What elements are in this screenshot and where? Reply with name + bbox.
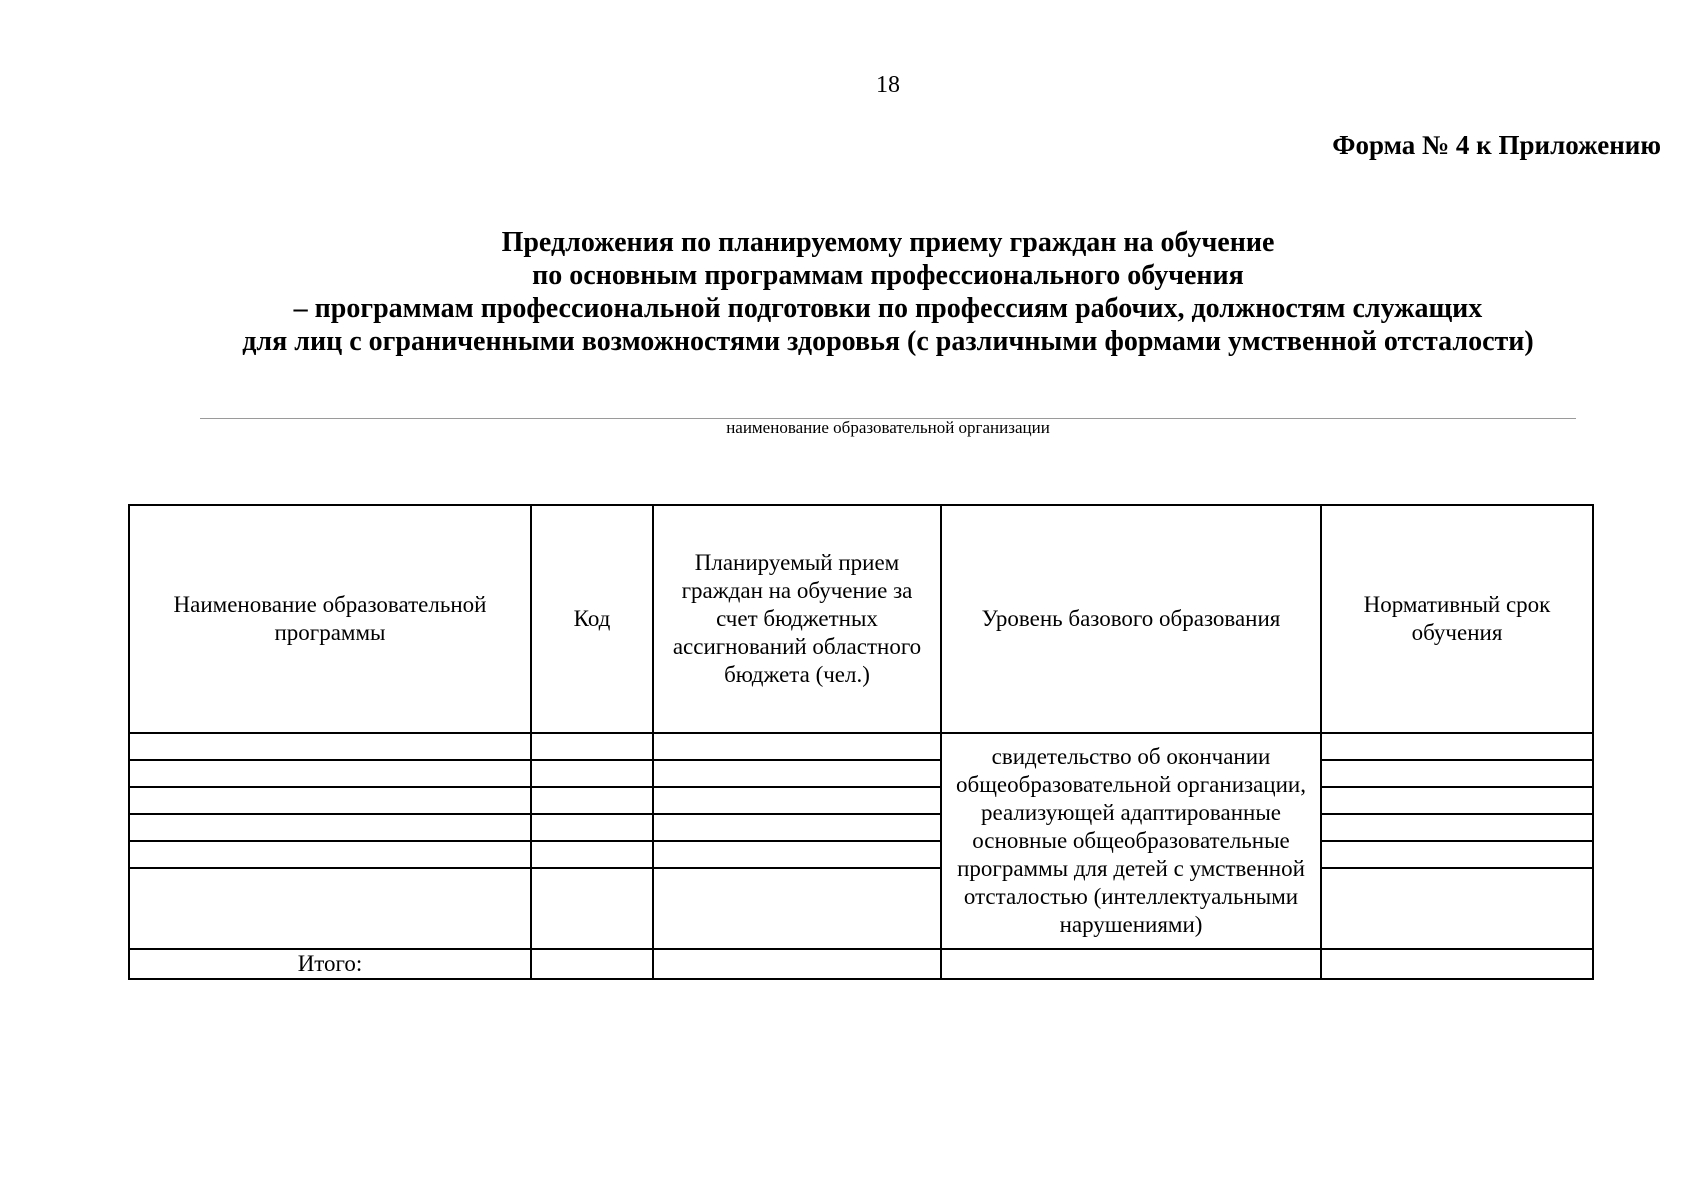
- cell-program-name: [129, 760, 531, 787]
- table-header-row: [129, 505, 1593, 733]
- title-line: – программам профессиональной подготовки по профессиям рабочих, должностям служащих: [293, 293, 1483, 324]
- title-line: Предложения по планируемому приему граждан на обучение: [501, 227, 1275, 258]
- cell-code: [531, 814, 653, 841]
- cell-code: [531, 787, 653, 814]
- cell-base-education: свидетельство об окончании общеобразовательной организации, реализующей адаптированные основные общеобразовательные программы для детей с умственной отсталостью (интеллектуальными нарушениями): [941, 733, 1321, 949]
- cell-study-duration: [1321, 814, 1593, 841]
- total-code: [531, 949, 653, 979]
- organization-name-caption: наименование образовательной организации: [726, 418, 1050, 437]
- header-base-education: Уровень базового образования: [941, 505, 1321, 733]
- cell-study-duration: [1321, 733, 1593, 760]
- document-title: [0, 226, 1697, 358]
- table-row: [129, 868, 1593, 949]
- header-program-name: Наименование образовательной программы: [129, 505, 531, 733]
- cell-program-name: [129, 841, 531, 868]
- header-planned-admission: Планируемый прием граждан на обучение за счет бюджетных ассигнований областного бюджета (чел.): [653, 505, 941, 733]
- cell-code: [531, 841, 653, 868]
- cell-code: [531, 760, 653, 787]
- cell-code: [531, 733, 653, 760]
- total-study-duration: [1321, 949, 1593, 979]
- total-base-education: [941, 949, 1321, 979]
- cell-study-duration: [1321, 760, 1593, 787]
- cell-code: [531, 868, 653, 949]
- cell-study-duration: [1321, 868, 1593, 949]
- cell-program-name: [129, 868, 531, 949]
- cell-program-name: [129, 733, 531, 760]
- total-planned-admission: [653, 949, 941, 979]
- table-row: [129, 841, 1593, 868]
- table-row: [129, 733, 1593, 760]
- total-label: Итого:: [129, 949, 531, 979]
- cell-program-name: [129, 814, 531, 841]
- header-code: Код: [531, 505, 653, 733]
- cell-study-duration: [1321, 787, 1593, 814]
- cell-planned-admission: [653, 868, 941, 949]
- admission-plan-table: [128, 504, 1594, 980]
- cell-program-name: [129, 787, 531, 814]
- header-study-duration: Нормативный срок обучения: [1321, 505, 1593, 733]
- title-line: для лиц с ограниченными возможностями здоровья (с различными формами умственной отсталости): [242, 326, 1534, 357]
- cell-planned-admission: [653, 787, 941, 814]
- cell-study-duration: [1321, 841, 1593, 868]
- title-line: по основным программам профессионального обучения: [532, 260, 1244, 291]
- page-number: 18: [876, 72, 900, 98]
- table-row: [129, 787, 1593, 814]
- table-row: [129, 760, 1593, 787]
- cell-planned-admission: [653, 733, 941, 760]
- cell-planned-admission: [653, 814, 941, 841]
- form-label: Форма № 4 к Приложению: [1332, 130, 1661, 160]
- cell-planned-admission: [653, 841, 941, 868]
- cell-planned-admission: [653, 760, 941, 787]
- table-row: [129, 814, 1593, 841]
- table-total-row: [129, 949, 1593, 979]
